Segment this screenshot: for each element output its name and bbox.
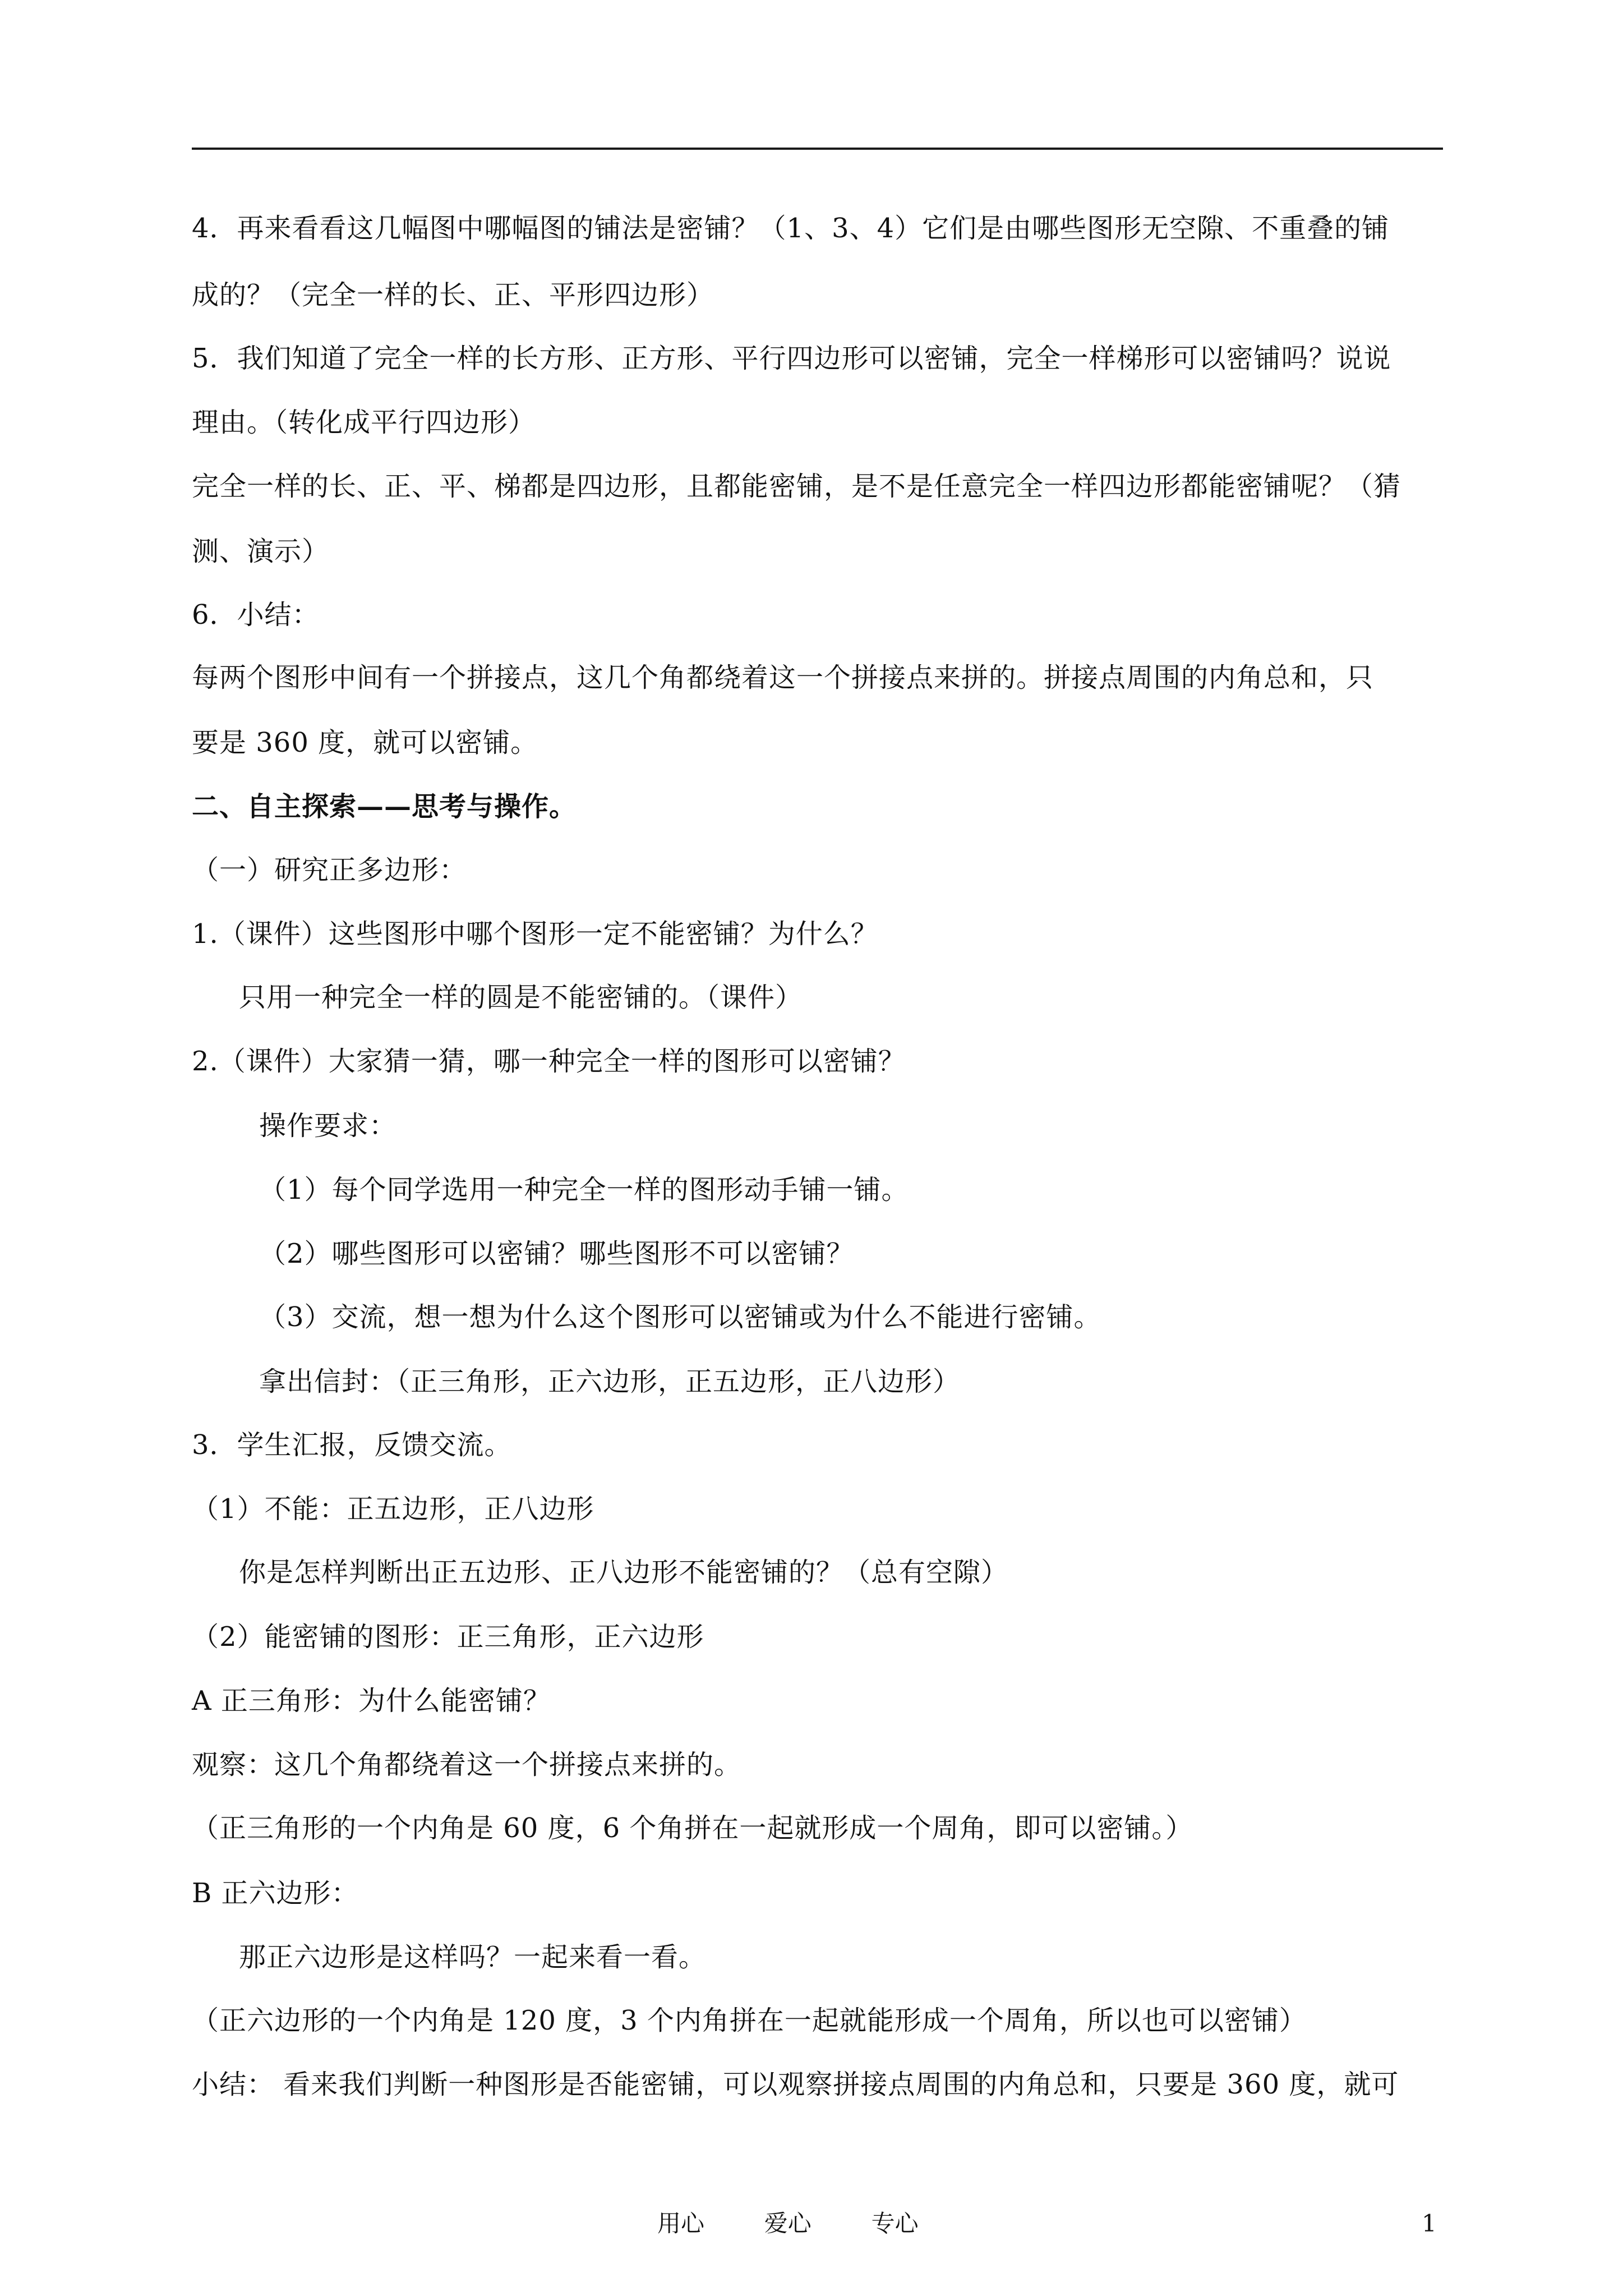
paragraph-line: 1.（课件）这些图形中哪个图形一定不能密铺？为什么？: [192, 918, 878, 950]
paragraph-line: A 正三角形：为什么能密铺？: [192, 1685, 551, 1717]
section-heading: 二、自主探索——思考与操作。: [192, 791, 577, 822]
paragraph-line: 你是怎样判断出正五边形、正八边形不能密铺的？（总有空隙）: [239, 1557, 1009, 1588]
paragraph-line: 观察：这几个角都绕着这一个拼接点来拼的。: [192, 1749, 742, 1780]
list-item: （2）能密铺的图形：正三角形，正六边形: [192, 1621, 704, 1653]
paragraph-line: （正三角形的一个内角是 60 度，6 个角拼在一起就形成一个周角，即可以密铺。）: [192, 1812, 1193, 1844]
paragraph-line: 那正六边形是这样吗？一起来看一看。: [239, 1941, 707, 1973]
paragraph-line: 3．学生汇报，反馈交流。: [192, 1429, 512, 1461]
paragraph-line: 4．再来看看这几幅图中哪幅图的铺法是密铺？（1、3、4）它们是由哪些图形无空隙、不重叠的铺: [192, 213, 1390, 244]
subsection-heading: （一）研究正多边形：: [192, 854, 467, 886]
paragraph-line: 每两个图形中间有一个拼接点，这几个角都绕着这一个拼接点来拼的。拼接点周围的内角总和，只: [192, 662, 1374, 693]
paragraph-line: 拿出信封：（正三角形，正六边形，正五边形，正八边形）: [259, 1366, 961, 1397]
paragraph-line: 测、演示）: [192, 536, 330, 567]
paragraph-line: 只用一种完全一样的圆是不能密铺的。（课件）: [239, 982, 803, 1013]
paragraph-line: 5．我们知道了完全一样的长方形、正方形、平行四边形可以密铺，完全一样梯形可以密铺吗？说说: [192, 343, 1391, 374]
paragraph-line: 完全一样的长、正、平、梯都是四边形，且都能密铺，是不是任意完全一样四边形都能密铺呢？（猜: [192, 471, 1401, 502]
page-number: 1: [1422, 2210, 1437, 2237]
paragraph-line: 成的？（完全一样的长、正、平形四边形）: [192, 279, 714, 311]
paragraph-line: B 正六边形：: [192, 1878, 359, 1909]
list-item: （1）不能：正五边形，正八边形: [192, 1493, 594, 1525]
paragraph-line: 理由。（转化成平行四边形）: [192, 407, 536, 438]
paragraph-line: （正六边形的一个内角是 120 度，3 个内角拼在一起就能形成一个周角，所以也可以密铺）: [192, 2005, 1307, 2036]
header-rule: [192, 148, 1443, 150]
paragraph-line: 2.（课件）大家猜一猜，哪一种完全一样的图形可以密铺？: [192, 1046, 906, 1077]
page-footer: [0, 2207, 1623, 2240]
paragraph-line: 小结： 看来我们判断一种图形是否能密铺，可以观察拼接点周围的内角总和，只要是 360 度，就可: [192, 2069, 1399, 2100]
list-item: （1）每个同学选用一种完全一样的图形动手铺一铺。: [259, 1174, 909, 1205]
list-item: （3）交流，想一想为什么这个图形可以密铺或为什么不能进行密铺。: [259, 1301, 1101, 1333]
paragraph-line: 操作要求：: [259, 1110, 397, 1142]
paragraph-line: 要是 360 度，就可以密铺。: [192, 727, 538, 758]
list-item: （2）哪些图形可以密铺？哪些图形不可以密铺？: [259, 1238, 854, 1269]
footer-motto: 用心 爱心 专心: [657, 2210, 919, 2237]
paragraph-line: 6．小结：: [192, 599, 320, 631]
